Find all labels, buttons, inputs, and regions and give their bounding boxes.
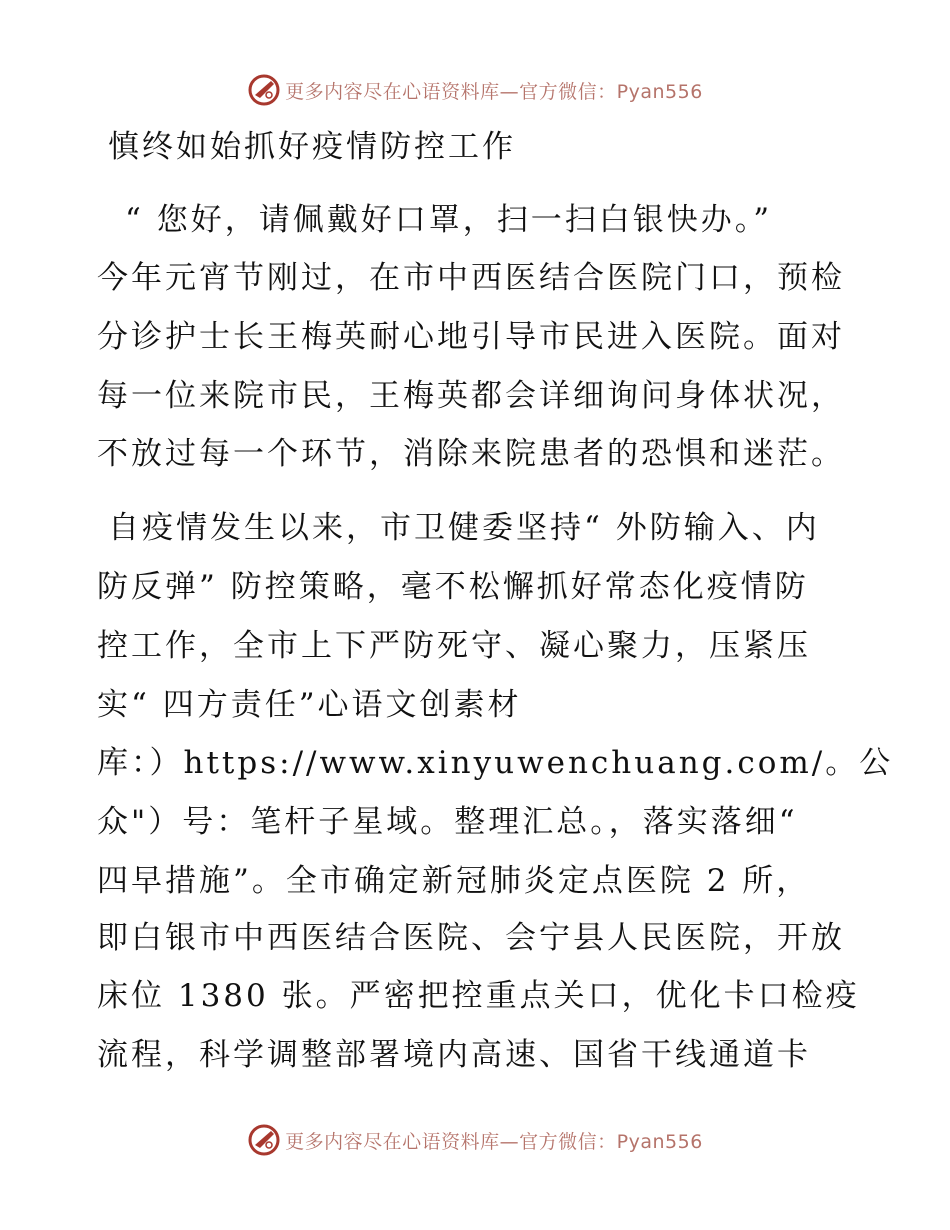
paragraph-line: 即白银市中西医结合医院、会宁县人民医院，开放 [97, 920, 845, 956]
paragraph-line: 分诊护士长王梅英耐心地引导市民进入医院。面对 [97, 319, 845, 355]
paragraph-line: 不放过每一个环节，消除来院患者的恐惧和迷茫。 [97, 436, 845, 472]
paragraph-line: 库：）https://www.xinyuwenchuang.com/。公 [97, 745, 894, 781]
footer-banner [0, 1120, 950, 1160]
paragraph-line: 众"）号：笔杆子星域。整理汇总。，落实落细“ [97, 804, 798, 840]
paragraph-line: 控工作，全市上下严防死守、凝心聚力，压紧压 [97, 628, 811, 664]
paragraph-line: 今年元宵节刚过，在市中西医结合医院门口，预检 [97, 260, 845, 296]
paragraph-line: 四早措施”。全市确定新冠肺炎定点医院 2 所， [97, 863, 811, 899]
footer-banner-text: 更多内容尽在心语资料库—官方微信：Pyan556 [285, 1130, 703, 1153]
document-title: 慎终如始抓好疫情防控工作 [108, 129, 516, 165]
header-banner [0, 70, 950, 110]
header-banner-text: 更多内容尽在心语资料库—官方微信：Pyan556 [285, 80, 703, 103]
paragraph-line: 防反弹” 防控策略，毫不松懈抓好常态化疫情防 [97, 569, 809, 605]
paragraph-line: 实“ 四方责任”心语文创素材 [97, 687, 522, 723]
paragraph-line: 自疫情发生以来，市卫健委坚持“ 外防输入、内 [108, 510, 820, 546]
paragraph-line: 每一位来院市民，王梅英都会详细询问身体状况， [97, 378, 845, 414]
brand-logo-icon [247, 73, 281, 107]
paragraph-line: 流程，科学调整部署境内高速、国省干线通道卡 [97, 1037, 811, 1073]
brand-logo-icon [247, 1123, 281, 1157]
paragraph-line: 床位 1380 张。严密把控重点关口，优化卡口检疫 [97, 978, 860, 1014]
paragraph-line: “ 您好，请佩戴好口罩，扫一扫白银快办。” [125, 202, 773, 238]
